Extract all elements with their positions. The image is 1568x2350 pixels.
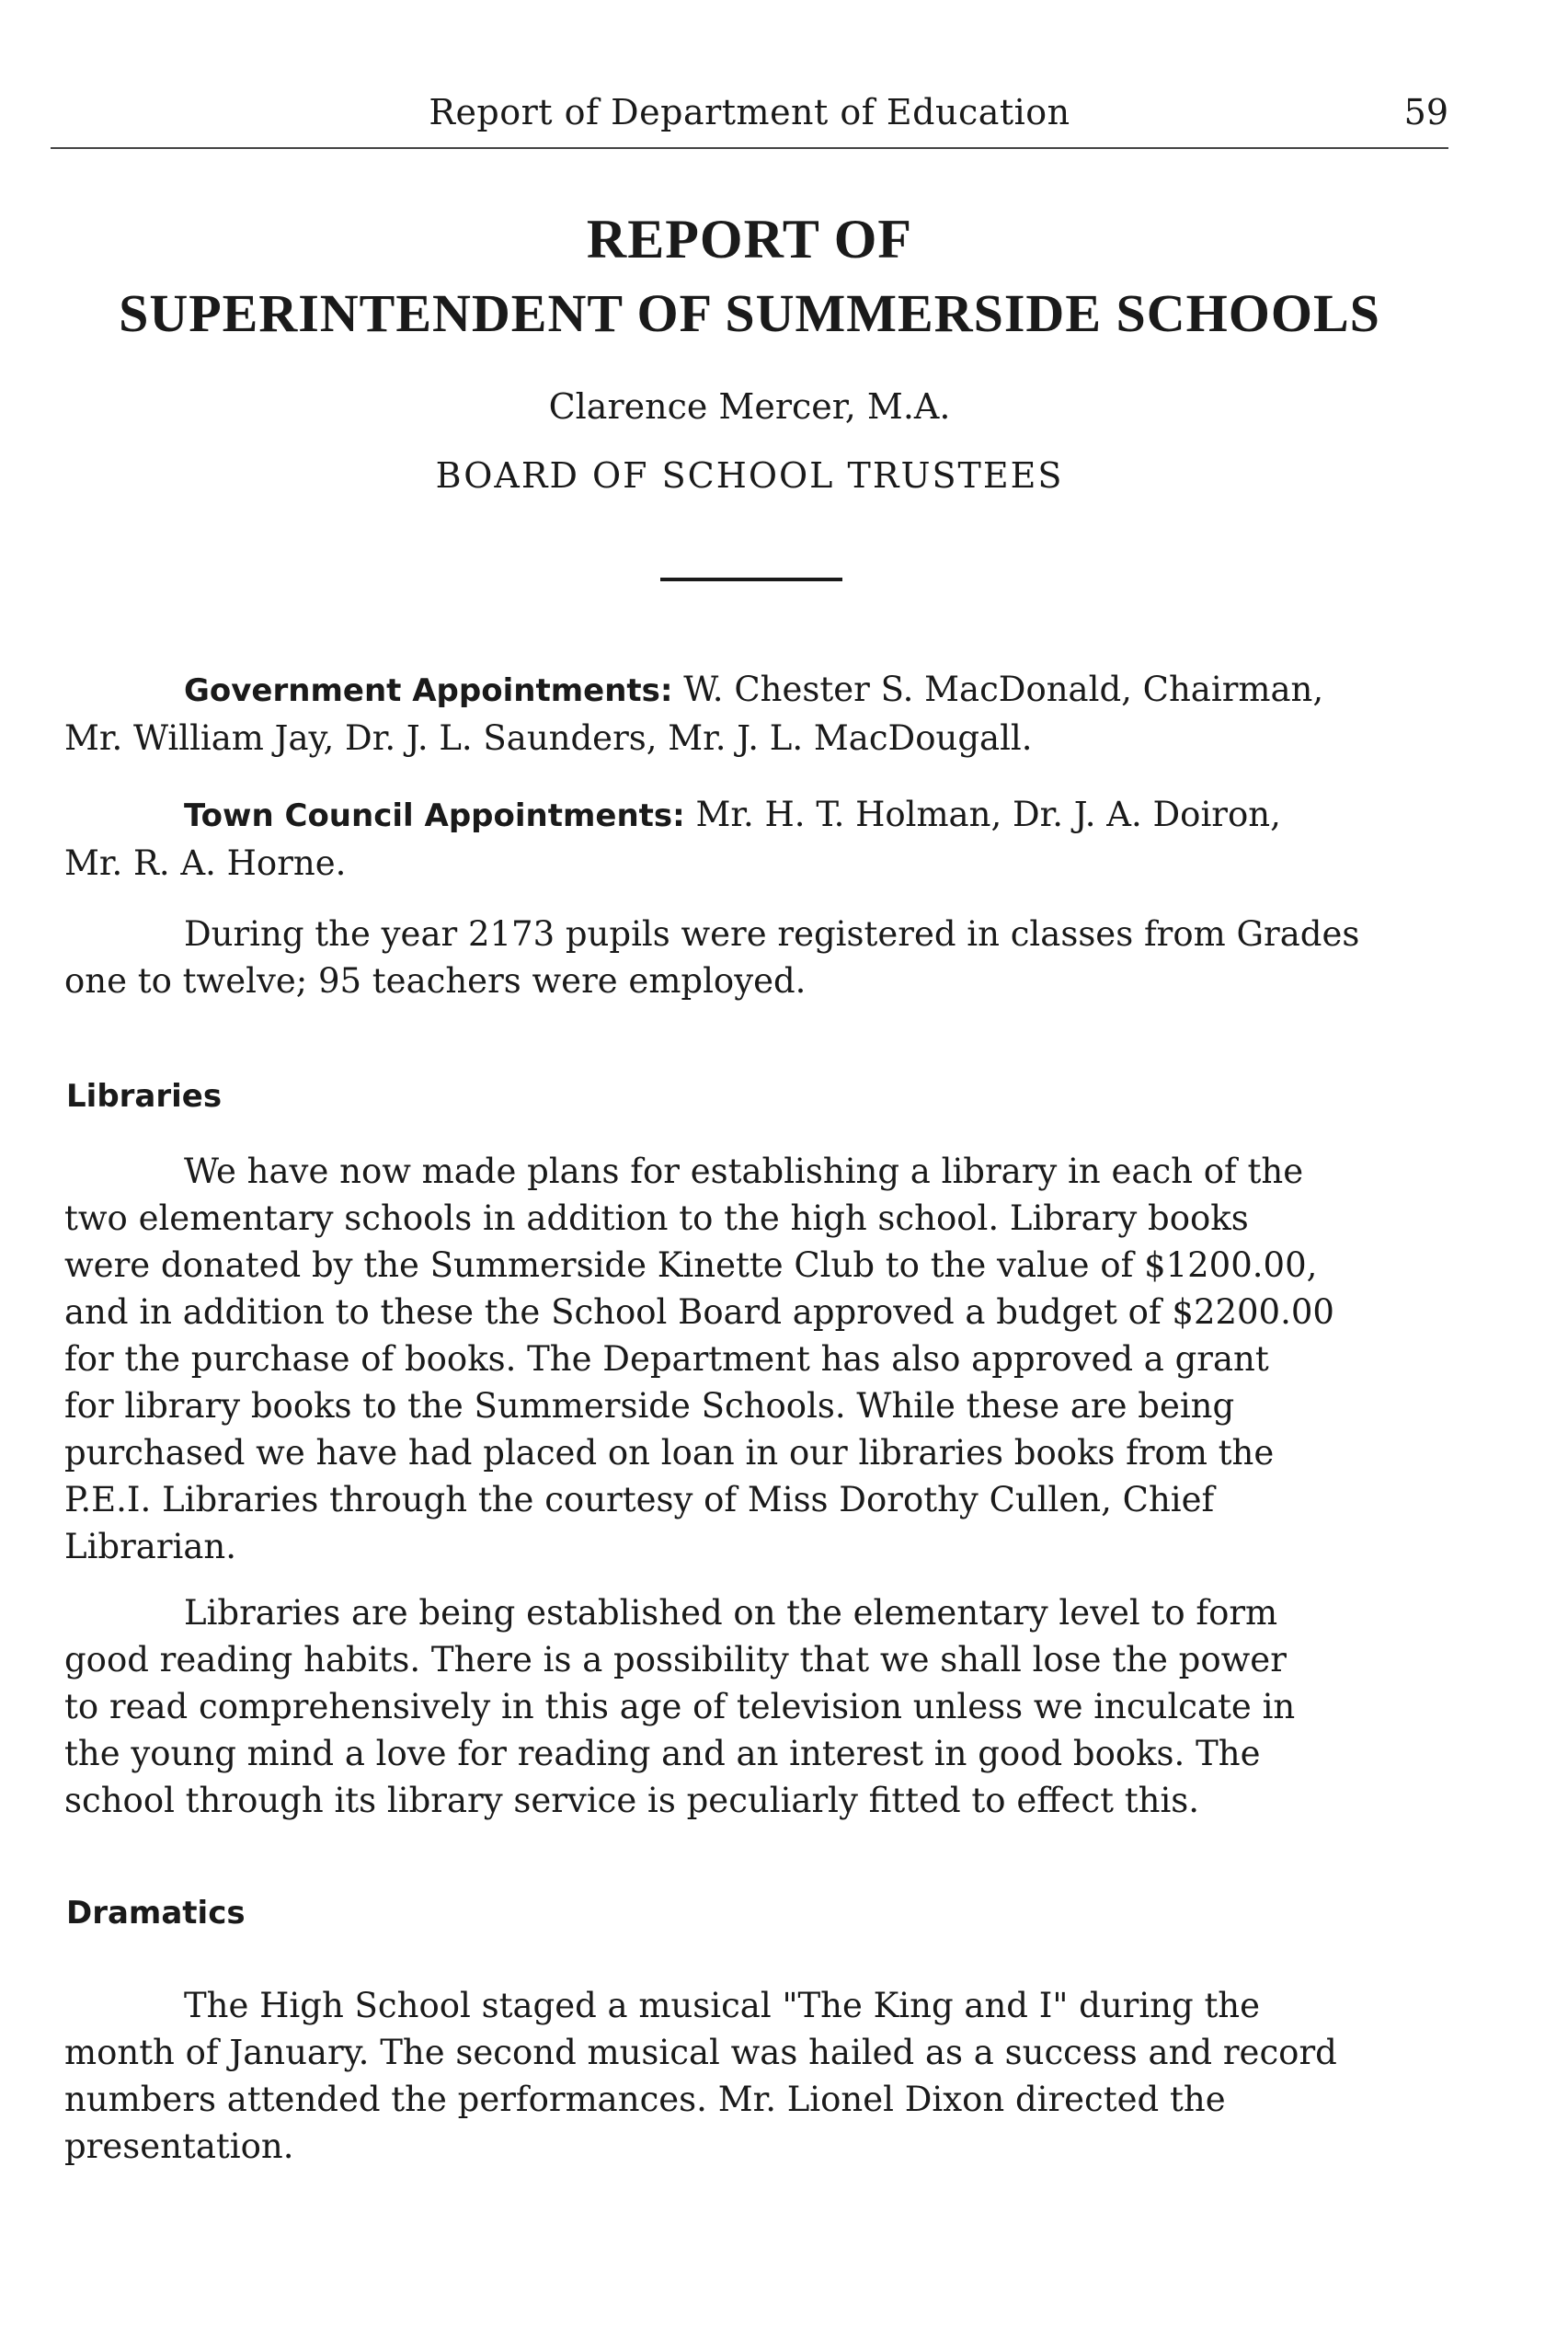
- paragraph-line: for library books to the Summerside Schools. While these are being: [64, 1386, 1235, 1426]
- government-appointments-line: Mr. William Jay, Dr. J. L. Saunders, Mr. J. L. MacDougall.: [64, 718, 1033, 758]
- libraries-paragraph-2: [64, 1589, 1453, 1824]
- council-appointments: [64, 791, 1453, 887]
- paragraph-line: numbers attended the performances. Mr. Lionel Dixon directed the: [64, 2080, 1226, 2119]
- report-title-line-2: SUPERINTENDENT OF SUMMERSIDE SCHOOLS: [119, 283, 1380, 343]
- dramatics-heading: Dramatics: [66, 1895, 246, 1932]
- libraries-heading: Libraries: [66, 1078, 223, 1115]
- paragraph-line: for the purchase of books. The Department has also approved a grant: [64, 1339, 1269, 1379]
- paragraph-line: good reading habits. There is a possibility that we shall lose the power: [64, 1640, 1287, 1679]
- board-heading: BOARD OF SCHOOL TRUSTEES: [435, 455, 1064, 496]
- council-appointments-text: Mr. H. T. Holman, Dr. J. A. Doiron,: [695, 795, 1281, 834]
- libraries-paragraph-1: [64, 1148, 1453, 1570]
- author-name: Clarence Mercer, M.A.: [548, 386, 951, 427]
- paragraph-line: During the year 2173 pupils were registered in classes from Grades: [184, 914, 1360, 954]
- paragraph-line: Libraries are being established on the elementary level to form: [184, 1593, 1278, 1633]
- paragraph-line: and in addition to these the School Board approved a budget of $2200.00: [64, 1292, 1334, 1332]
- running-header: [51, 92, 1448, 149]
- paragraph-line: school through its library service is peculiarly fitted to effect this.: [64, 1781, 1200, 1820]
- paragraph-line: We have now made plans for establishing a library in each of the: [184, 1152, 1304, 1191]
- paragraph-line: were donated by the Summerside Kinette Club to the value of $1200.00,: [64, 1245, 1318, 1285]
- registration-paragraph: [64, 911, 1453, 1004]
- paragraph-line: P.E.I. Libraries through the courtesy of Miss Dorothy Cullen, Chief: [64, 1480, 1215, 1519]
- government-appointments-text: W. Chester S. MacDonald, Chairman,: [683, 670, 1324, 709]
- paragraph-line: purchased we have had placed on loan in our libraries books from the: [64, 1433, 1275, 1473]
- running-title: Report of Department of Education: [429, 92, 1070, 132]
- paragraph-line: Librarian.: [64, 1527, 237, 1566]
- government-appointments-label: Government Appointments:: [184, 672, 673, 709]
- paragraph-line: to read comprehensively in this age of television unless we inculcate in: [64, 1687, 1296, 1726]
- government-appointments: [64, 666, 1453, 762]
- council-appointments-line: Mr. R. A. Horne.: [64, 843, 347, 883]
- council-appointments-label: Town Council Appointments:: [184, 797, 685, 834]
- dramatics-paragraph: [64, 1982, 1453, 2170]
- report-title-line-1: REPORT OF: [586, 209, 913, 269]
- divider-rule: [660, 578, 842, 581]
- paragraph-line: month of January. The second musical was hailed as a success and record: [64, 2033, 1337, 2072]
- paragraph-line: the young mind a love for reading and an interest in good books. The: [64, 1734, 1261, 1773]
- government-appointments-line: [64, 666, 1453, 715]
- council-appointments-line: [64, 791, 1453, 840]
- paragraph-line: one to twelve; 95 teachers were employed.: [64, 961, 807, 1001]
- page-number: 59: [1403, 92, 1448, 132]
- paragraph-line: two elementary schools in addition to the high school. Library books: [64, 1198, 1249, 1238]
- paragraph-line: The High School staged a musical "The King and I" during the: [184, 1986, 1261, 2025]
- paragraph-line: presentation.: [64, 2126, 294, 2166]
